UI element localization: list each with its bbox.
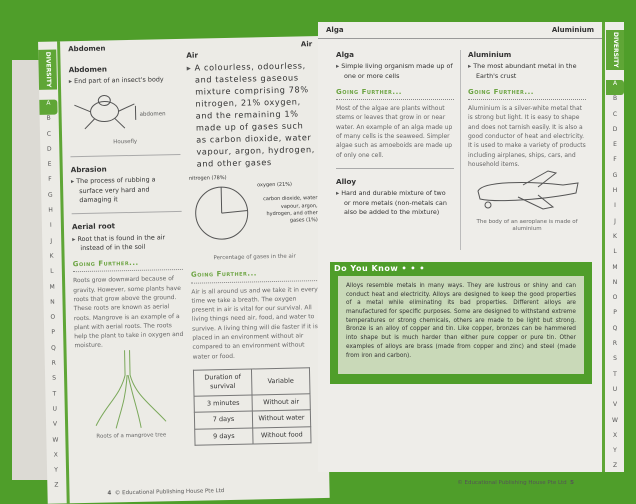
entry-title: Aerial root (71, 221, 116, 232)
entry-title: Alloy (336, 176, 357, 186)
header-right: Aluminium (551, 26, 594, 34)
letter-tab-j: J (50, 237, 53, 245)
letter-tab-i: I (49, 222, 52, 230)
entry-definition: ▸ The most abundant metal in the Earth's crust (468, 62, 586, 81)
entry-definition: ▸ End part of an insect's body (69, 75, 179, 87)
going-further-text: Aluminium is a silver-white metal that is strong but light. It is easy to shape and does not tarnish easily. It is also a good conductor of heat and electricity. It is used to make a variety of products including airplanes, ships, cars, and household items. (468, 105, 586, 168)
letter-tab-d: D (612, 125, 618, 133)
letter-tab-n: N (50, 298, 55, 306)
letter-tab-c: C (612, 110, 618, 118)
going-further-heading: Going Further... (468, 87, 586, 100)
letter-tab-x: X (612, 431, 618, 439)
letter-tab-u: U (52, 405, 58, 413)
letter-tab-c: C (46, 130, 52, 138)
housefly-illustration (69, 85, 180, 137)
going-further-text: Air is all around us and we take it in every time we take a breath. The oxygen present in air is vital for our survival. All living things need air, food, and water to survive. A living thing will die faster if it is placed in an environment without air compared to an environment without water or food. (191, 285, 318, 361)
right-page (318, 22, 624, 486)
survival-table: Duration of survival Variable 3 minutes Without air 7 days Without water 9 days Without food (193, 367, 312, 446)
entry-definition: ▸ A colourless, odourless, and tasteless gaseous mixture comprising 78% nitrogen, 21% oxygen, and the remaining 1% made up of gases such as carbon dioxide, water vapour, argon, hydrogen, and other gases (187, 61, 317, 171)
letter-tab-f: F (613, 156, 617, 164)
letter-tab-p: P (51, 329, 56, 337)
table-row: 9 days Without food (195, 426, 311, 445)
air-column (186, 48, 322, 446)
letter-tab-d: D (46, 145, 52, 153)
letter-tab-g: G (47, 191, 53, 199)
letter-tab-b: B (46, 114, 51, 123)
letter-tab-z: Z (612, 462, 618, 470)
letter-tab-n: N (612, 278, 618, 286)
letter-tab-k: K (613, 232, 617, 240)
letter-tab-l: L (50, 267, 54, 275)
letter-tab-r: R (612, 340, 618, 348)
entry-definition: ▸ Root that is found in the air instead of in the soil (72, 233, 182, 254)
page-footer: © Educational Publishing House Pte Ltd 5 (457, 480, 574, 486)
letter-tab-b: B (612, 95, 618, 103)
letter-tab-h: H (612, 187, 618, 195)
going-further-heading: Going Further... (73, 257, 183, 272)
letter-tab-w: W (52, 436, 59, 444)
alga-column (336, 50, 454, 217)
letter-tab-s: S (52, 374, 57, 383)
aeroplane-caption: The body of an aeroplane is made of aluminium (476, 218, 578, 233)
pie-label-nitrogen: nitrogen (78%) (188, 175, 227, 183)
letter-tab-s: S (613, 355, 617, 363)
letter-tab-m: M (49, 283, 55, 291)
do-you-know-box (330, 262, 592, 384)
left-column (69, 63, 187, 442)
letter-tab-x: X (53, 451, 58, 459)
page-footer: 4 © Educational Publishing House Pte Ltd (107, 488, 225, 497)
do-you-know-title: Do You Know • • • (334, 264, 425, 273)
section-tab: DIVERSITY (38, 50, 57, 90)
mangrove-caption: Roots of a mangrove tree (96, 432, 167, 440)
entry-definition: ▸ The process of rubbing a surface very hard and damaging it (71, 175, 182, 205)
letter-tab-u: U (612, 385, 618, 393)
letter-tab-k: K (49, 252, 54, 260)
letter-tab-a: A (39, 100, 57, 116)
letter-tab-y: Y (613, 447, 617, 455)
pie-label-oxygen: oxygen (21%) (257, 182, 293, 189)
table-row: 7 days Without water (194, 410, 310, 429)
letter-tab-t: T (613, 370, 617, 378)
letter-tab-e: E (47, 160, 52, 168)
entry-title: Alga (336, 50, 355, 59)
going-further-heading: Going Further... (191, 267, 319, 283)
letter-tab-j: J (614, 217, 616, 225)
pie-label-other: carbon dioxide, water vapour, argon, hydrogen, and other gases (1%) (262, 195, 318, 224)
table-row: 3 minutes Without air (194, 394, 310, 413)
letter-tab-t: T (52, 390, 57, 398)
letter-tab-q: Q (612, 324, 618, 332)
entry-definition: ▸ Simple living organism made up of one or more cells (336, 62, 454, 81)
going-further-text: Roots grow downward because of gravity. However, some plants have roots that grow above the ground. These roots are known as aerial roots. Mangrove is an example of a plant with aerial roots. The roots help the plant to take in oxygen and moisture. (73, 275, 184, 350)
entry-title: Abdomen (68, 64, 108, 75)
pie-caption: Percentage of gases in the air (213, 254, 296, 262)
entry-title: Aluminium (468, 50, 512, 59)
gas-pie-chart (189, 174, 319, 257)
letter-tab-h: H (48, 206, 53, 214)
mangrove-roots-illustration (75, 349, 187, 431)
entry-definition: ▸ Hard and durable mixture of two or more metals (non-metals can also be added to the mixture) (336, 189, 454, 217)
left-page (38, 36, 330, 504)
letter-tab-f: F (48, 176, 52, 184)
letter-tab-r: R (51, 359, 56, 367)
letter-tab-w: W (612, 416, 618, 424)
aluminium-column (468, 50, 586, 234)
going-further-heading: Going Further... (336, 87, 454, 100)
letter-tab-y: Y (54, 466, 58, 474)
letter-tab-z: Z (54, 481, 59, 490)
letter-tab-v: V (612, 401, 618, 409)
letter-tab-o: O (50, 313, 56, 321)
header-left: Abdomen (68, 44, 106, 54)
going-further-text: Most of the algae are plants without stems or leaves that grow in or near water. An example of an alga made up of many cells is the seaweed. Simpler algae such as amoeboids are made up of only one cell. (336, 105, 453, 159)
letter-index (606, 80, 624, 478)
aeroplane-illustration (468, 169, 586, 215)
letter-tab-i: I (614, 202, 616, 210)
letter-tab-m: M (612, 263, 618, 271)
letter-tab-l: L (613, 248, 617, 256)
header-left: Alga (326, 26, 344, 34)
alphabet-index-right (602, 22, 624, 472)
header-right: Air (300, 40, 313, 49)
letter-tab-v: V (52, 420, 58, 428)
letter-tab-q: Q (51, 344, 56, 352)
entry-title: Air (186, 50, 199, 60)
letter-tab-a: A (606, 80, 624, 95)
housefly-caption: Housefly (113, 138, 138, 146)
letter-tab-e: E (613, 141, 617, 149)
abdomen-label: abdomen (139, 110, 166, 118)
letter-tab-p: P (613, 309, 617, 317)
letter-tab-o: O (612, 294, 618, 302)
do-you-know-text: Alloys resemble metals in many ways. They are lustrous or shiny and can conduct heat and electricity. Alloys are designed to keep the good properties of a metal while eliminating its bad properties. Different alloys are manufactured for specific purposes. Some are designed to withstand extreme temperatures or strong chemicals, others are made to be light but strong. Bronze is an alloy of copper and tin. Like copper, bronzes can be hammered into shape but is much harder than either pure copper or pure tin. Other examples of alloys are brass (made from copper and zinc) and steel (made from iron and carbon). (338, 276, 584, 374)
letter-tab-g: G (612, 171, 618, 179)
entry-title: Abrasion (70, 164, 107, 175)
section-tab: DIVERSITY (606, 30, 624, 70)
